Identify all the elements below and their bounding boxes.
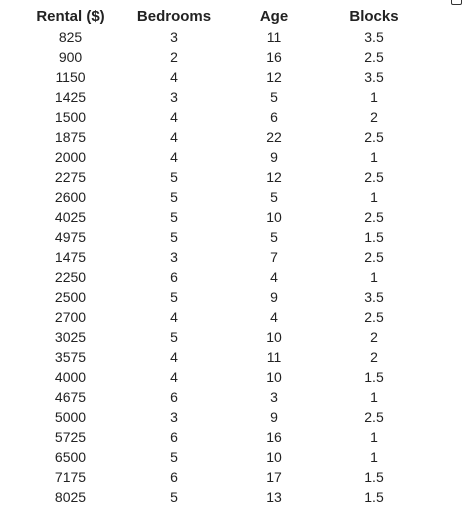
bedrooms-cell: 5 <box>170 209 178 225</box>
age-cell: 9 <box>270 149 278 165</box>
table-row <box>17 267 424 287</box>
rental-cell: 1875 <box>54 129 87 145</box>
bedrooms-cell: 4 <box>170 369 178 385</box>
rental-cell: 2600 <box>54 189 87 205</box>
blocks-cell: 1.5 <box>364 229 384 245</box>
bedrooms-cell: 4 <box>170 149 178 165</box>
bedrooms-cell: 3 <box>170 249 178 265</box>
bedrooms-cell: 6 <box>170 389 178 405</box>
table-row <box>17 307 424 327</box>
rental-cell: 4675 <box>54 389 87 405</box>
age-cell: 10 <box>266 369 282 385</box>
table-row <box>17 147 424 167</box>
rental-cell: 825 <box>58 29 83 45</box>
age-cell: 22 <box>266 129 282 145</box>
bedrooms-cell: 3 <box>170 29 178 45</box>
table-row <box>17 167 424 187</box>
rental-cell: 4000 <box>54 369 87 385</box>
age-cell: 12 <box>266 169 282 185</box>
table-row <box>17 347 424 367</box>
bedrooms-cell: 4 <box>170 129 178 145</box>
bedrooms-cell: 4 <box>170 109 178 125</box>
age-cell: 11 <box>266 349 282 365</box>
table-row <box>17 287 424 307</box>
bedrooms-cell: 5 <box>170 449 178 465</box>
table-row <box>17 187 424 207</box>
rental-cell: 1500 <box>54 109 87 125</box>
rental-cell: 3025 <box>54 329 87 345</box>
blocks-cell: 2 <box>370 349 378 365</box>
blocks-cell: 1.5 <box>364 369 384 385</box>
blocks-cell: 2.5 <box>364 169 384 185</box>
age-cell: 7 <box>270 249 278 265</box>
column-header-bedrooms: Bedrooms <box>136 8 212 25</box>
age-cell: 10 <box>266 449 282 465</box>
bedrooms-cell: 3 <box>170 89 178 105</box>
blocks-cell: 1.5 <box>364 469 384 485</box>
column-header-age: Age <box>259 8 289 25</box>
age-cell: 16 <box>266 49 282 65</box>
blocks-cell: 1 <box>370 89 378 105</box>
table-row <box>17 227 424 247</box>
blocks-cell: 3.5 <box>364 69 384 85</box>
age-cell: 16 <box>266 429 282 445</box>
table-row <box>17 467 424 487</box>
table-row <box>17 247 424 267</box>
bedrooms-cell: 3 <box>170 409 178 425</box>
bedrooms-cell: 4 <box>170 349 178 365</box>
bedrooms-cell: 5 <box>170 289 178 305</box>
table-row <box>17 327 424 347</box>
age-cell: 9 <box>270 409 278 425</box>
bedrooms-cell: 5 <box>170 229 178 245</box>
rental-data-table <box>17 6 424 507</box>
age-cell: 10 <box>266 329 282 345</box>
table-row <box>17 107 424 127</box>
table-row <box>17 127 424 147</box>
age-cell: 3 <box>270 389 278 405</box>
blocks-cell: 1 <box>370 449 378 465</box>
blocks-cell: 2 <box>370 329 378 345</box>
blocks-cell: 1 <box>370 429 378 445</box>
table-row <box>17 67 424 87</box>
table-row <box>17 487 424 507</box>
table-row <box>17 387 424 407</box>
rental-cell: 2500 <box>54 289 87 305</box>
checkbox-icon[interactable] <box>451 0 462 5</box>
age-cell: 10 <box>266 209 282 225</box>
age-cell: 5 <box>270 89 278 105</box>
bedrooms-cell: 4 <box>170 69 178 85</box>
table-row <box>17 207 424 227</box>
rental-cell: 7175 <box>54 469 87 485</box>
bedrooms-cell: 6 <box>170 429 178 445</box>
table-row <box>17 47 424 67</box>
blocks-cell: 2.5 <box>364 409 384 425</box>
bedrooms-cell: 5 <box>170 189 178 205</box>
bedrooms-cell: 6 <box>170 269 178 285</box>
blocks-cell: 2.5 <box>364 309 384 325</box>
rental-cell: 5725 <box>54 429 87 445</box>
blocks-cell: 1.5 <box>364 489 384 505</box>
rental-cell: 3575 <box>54 349 87 365</box>
rental-cell: 5000 <box>54 409 87 425</box>
column-header-blocks: Blocks <box>349 8 399 25</box>
bedrooms-cell: 4 <box>170 309 178 325</box>
rental-cell: 1425 <box>54 89 87 105</box>
table-row <box>17 427 424 447</box>
rental-cell: 8025 <box>54 489 87 505</box>
blocks-cell: 1 <box>370 269 378 285</box>
rental-cell: 2700 <box>54 309 87 325</box>
age-cell: 9 <box>270 289 278 305</box>
table-row <box>17 407 424 427</box>
age-cell: 17 <box>266 469 282 485</box>
blocks-cell: 2.5 <box>364 49 384 65</box>
table-row <box>17 87 424 107</box>
age-cell: 5 <box>270 229 278 245</box>
age-cell: 6 <box>270 109 278 125</box>
bedrooms-cell: 2 <box>170 49 178 65</box>
blocks-cell: 1 <box>370 189 378 205</box>
table-row <box>17 447 424 467</box>
blocks-cell: 2.5 <box>364 249 384 265</box>
blocks-cell: 1 <box>370 389 378 405</box>
bedrooms-cell: 5 <box>170 489 178 505</box>
blocks-cell: 1 <box>370 149 378 165</box>
rental-cell: 900 <box>58 49 83 65</box>
blocks-cell: 2.5 <box>364 129 384 145</box>
blocks-cell: 3.5 <box>364 289 384 305</box>
bedrooms-cell: 5 <box>170 329 178 345</box>
blocks-cell: 2.5 <box>364 209 384 225</box>
rental-cell: 4025 <box>54 209 87 225</box>
blocks-cell: 3.5 <box>364 29 384 45</box>
age-cell: 4 <box>270 269 278 285</box>
header-row <box>17 6 424 27</box>
rental-cell: 6500 <box>54 449 87 465</box>
rental-cell: 2000 <box>54 149 87 165</box>
age-cell: 4 <box>270 309 278 325</box>
bedrooms-cell: 5 <box>170 169 178 185</box>
rental-cell: 2275 <box>54 169 87 185</box>
rental-cell: 1475 <box>54 249 87 265</box>
age-cell: 12 <box>266 69 282 85</box>
rental-cell: 4975 <box>54 229 87 245</box>
rental-cell: 1150 <box>55 69 86 85</box>
table-row <box>17 27 424 47</box>
rental-cell: 2250 <box>54 269 87 285</box>
bedrooms-cell: 6 <box>170 469 178 485</box>
table-row <box>17 367 424 387</box>
column-header-rental: Rental ($) <box>36 8 105 25</box>
age-cell: 13 <box>266 489 282 505</box>
blocks-cell: 2 <box>370 109 378 125</box>
age-cell: 5 <box>270 189 278 205</box>
age-cell: 11 <box>266 29 282 45</box>
